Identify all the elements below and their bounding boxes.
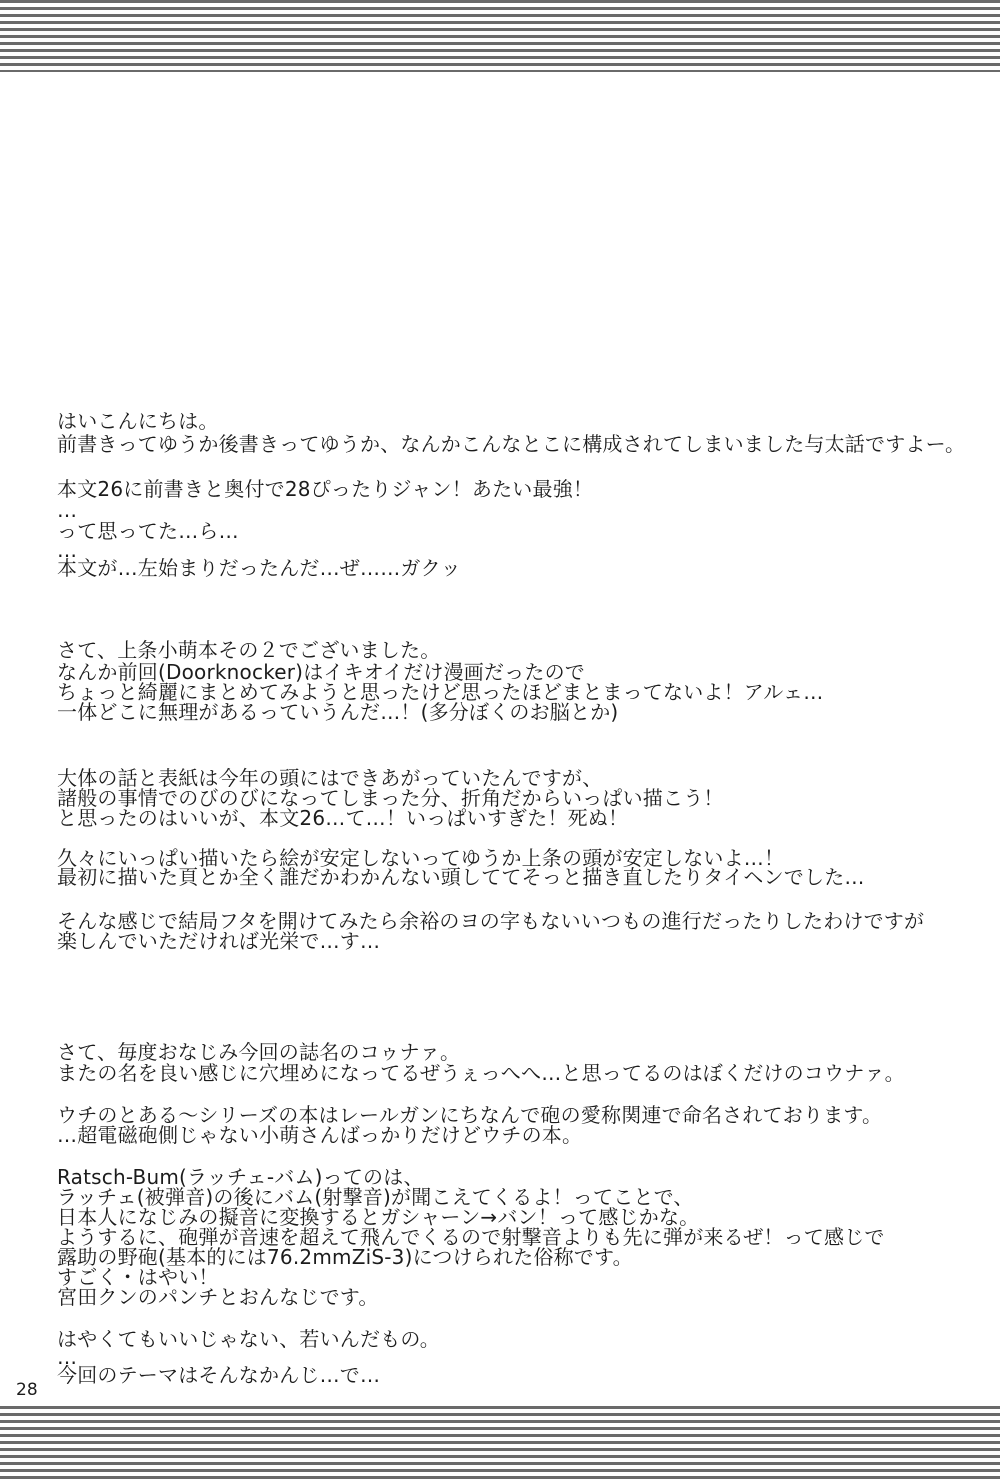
text-line: 宮田クンのパンチとおんなじです。: [57, 1285, 379, 1309]
text-line: はいこんにちは。: [57, 409, 219, 433]
text-line: ちょっと綺麗にまとめてみようと思ったけど思ったほどまとまってないよ！アルェ…: [57, 680, 824, 704]
text-line: 一体どこに無理があるっていうんだ…！(多分ぼくのお脳とか): [57, 700, 619, 724]
text-line: さて、上条小萌本その２でございました。: [57, 638, 441, 662]
text-line: 本文26に前書きと奥付で28ぴったりジャン！あたい最強！: [57, 477, 594, 501]
text-line: 今回のテーマはそんなかんじ…で…: [57, 1363, 381, 1387]
text-line: なんか前回(Doorknocker)はイキオイだけ漫画だったので: [57, 660, 585, 684]
text-line: さて、毎度おなじみ今回の誌名のコゥナァ。: [57, 1040, 461, 1064]
text-line: …: [57, 1345, 78, 1369]
text-line: ウチのとある～シリーズの本はレールガンにちなんで砲の愛称関連で命名されております。: [57, 1103, 883, 1127]
text-line: 大体の話と表紙は今年の頭にはできあがっていたんですが、: [57, 766, 603, 790]
text-line: 前書きってゆうか後書きってゆうか、なんかこんなとこに構成されてしまいました与太話ですよー。: [57, 432, 966, 456]
text-line: 最初に描いた頁とか全く誰だかわかんない頭しててそっと描き直したりタイヘンでした…: [57, 865, 865, 889]
text-line: Ratsch-Bum(ラッチェ-バム)ってのは、: [57, 1165, 424, 1189]
text-line: 露助の野砲(基本的には76.2mmZiS-3)につけられた俗称です。: [57, 1245, 633, 1269]
text-line: 日本人になじみの擬音に変換するとガシャーン→バン！って感じかな。: [57, 1205, 700, 1229]
text-line: …: [57, 538, 78, 562]
text-line: …超電磁砲側じゃない小萌さんばっかりだけどウチの本。: [57, 1123, 583, 1147]
text-line: と思ったのはいいが、本文26…て…！いっぱいすぎた！死ぬ！: [57, 806, 629, 830]
text-line: 本文が…左始まりだったんだ…ぜ……ガクッ: [57, 556, 461, 580]
text-line: 諸般の事情でのびのびになってしまった分、折角だからいっぱい描こう！: [57, 786, 724, 810]
text-line: はやくてもいいじゃない、若いんだもの。: [57, 1327, 440, 1351]
top-stripe-border: [0, 0, 1000, 72]
text-line: って思ってた…ら…: [57, 519, 239, 543]
text-line: …: [57, 498, 78, 522]
text-line: またの名を良い感じに穴埋めになってるぜうぇっへへ…と思ってるのはぼくだけのコウナァ。: [57, 1061, 905, 1085]
text-line: ラッチェ(被弾音)の後にバム(射撃音)が聞こえてくるよ！ってことで、: [57, 1185, 694, 1209]
text-line: 楽しんでいただければ光栄で…す…: [57, 929, 381, 953]
text-line: ようするに、砲弾が音速を超えて飛んでくるので射撃音よりも先に弾が来るぜ！って感じで: [57, 1225, 885, 1249]
bottom-stripe-border: [0, 1406, 1000, 1480]
text-line: すごく・はやい！: [57, 1265, 219, 1289]
text-line: そんな感じで結局フタを開けてみたら余裕のヨの字もないいつもの進行だったりしたわけですが: [57, 909, 925, 933]
text-line: 久々にいっぱい描いたら絵が安定しないってゆうか上条の頭が安定しないよ…！: [57, 846, 785, 870]
page-number: 28: [16, 1380, 38, 1400]
